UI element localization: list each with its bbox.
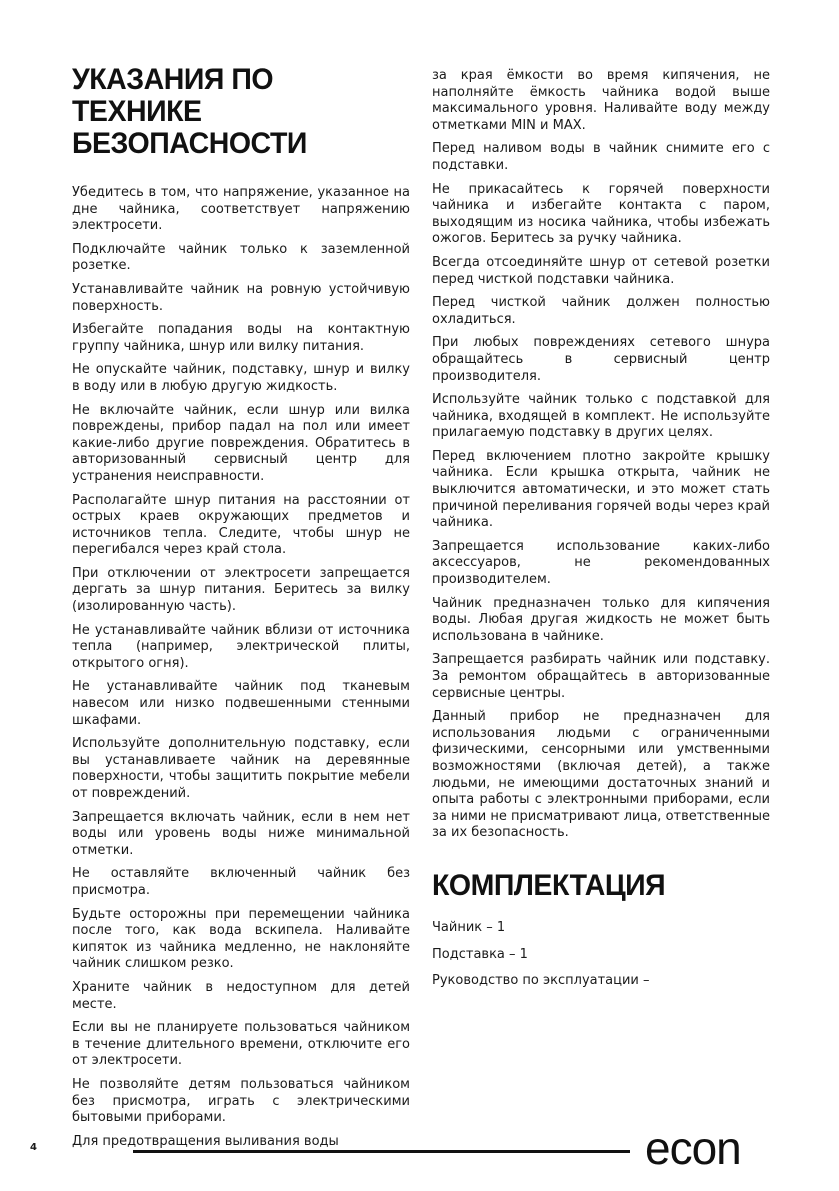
kit-section (432, 870, 770, 990)
right-column (432, 68, 770, 1000)
safety-paragraph: Храните чайник в недоступном для детей месте. (72, 979, 410, 1012)
safety-paragraph: Запрещается включать чайник, если в нем нет воды или уровень воды ниже минимальной отметки. (72, 809, 410, 858)
safety-paragraph: Если вы не планируете пользоваться чайником в течение длительного времени, отключите его от электросети. (72, 1020, 410, 1069)
safety-paragraph: Данный прибор не предназначен для использования людьми с ограниченными физическими, сенсорными или умственными возможностями (включая детей), а также людьми, не имеющими достаточных знаний и опыта работы с электронными приборами, если за ними не присматривают лица, ответственные за их безопасность. (432, 709, 770, 841)
safety-paragraph: Перед включением плотно закройте крышку чайника. Если крышка открыта, чайник не выключится автоматически, и это может стать причиной переливания горячей воды через край чайника. (432, 448, 771, 531)
safety-paragraph: Не позволяйте детям пользоваться чайником без присмотра, играть с электрическими бытовыми приборами. (72, 1076, 410, 1126)
left-column (72, 64, 410, 1157)
safety-paragraph: Чайник предназначен только для кипячения воды. Любая другая жидкость не может быть использована в чайнике. (432, 595, 770, 644)
safety-paragraph: Используйте чайник только с подставкой для чайника, входящей в комплект. Не используйте прилагаемую подставку в других целях. (432, 392, 770, 441)
safety-paragraph: Не включайте чайник, если шнур или вилка повреждены, прибор падал на пол или имеет какие-либо другие повреждения. Обратитесь в авторизованный сервисный центр для устранения неисправности. (72, 402, 410, 484)
econ-logo-icon (645, 1128, 769, 1172)
safety-paragraph: Запрещается использование каких-либо аксессуаров, не рекомендованных производителем. (432, 538, 770, 588)
kit-item: Руководство по эксплуатации – (432, 973, 650, 989)
safety-paragraph: Используйте дополнительную подставку, если вы устанавливаете чайник на деревянные поверхности, чтобы защитить покрытие мебели от повреждений. (72, 736, 410, 801)
safety-paragraph: При любых повреждениях сетевого шнура обращайтесь в сервисный центр производителя. (432, 335, 770, 384)
safety-paragraph: Располагайте шнур питания на расстоянии от острых краев окружающих предметов и источников тепла. Следите, чтобы шнур не перегибался через край стола. (72, 492, 410, 558)
safety-paragraph: При отключении от электросети запрещается дергать за шнур питания. Беритесь за вилку (изолированную часть). (72, 565, 410, 615)
safety-paragraph: Не опускайте чайник, подставку, шнур и вилку в воду или в любую другую жидкость. (72, 362, 410, 394)
safety-paragraph: Будьте осторожны при перемещении чайника после того, как вода вскипела. Наливайте кипяток из чайника медленно, не наклоняйте чайник слишком резко. (72, 906, 410, 972)
kit-item: Чайник – 1 (432, 919, 506, 935)
safety-paragraph: Избегайте попадания воды на контактную группу чайника, шнур или вилку питания. (72, 322, 410, 354)
safety-paragraph: Запрещается разбирать чайник или подставку. За ремонтом обращайтесь в авторизованные сервисные центры. (432, 652, 770, 701)
econ-logo (645, 1128, 769, 1176)
safety-paragraph: Не устанавливайте чайник под тканевым навесом или низко подвешенными стенными шкафами. (72, 679, 410, 728)
safety-paragraphs-left (72, 185, 410, 1150)
safety-paragraph: за края ёмкости во время кипячения, не наполняйте ёмкость чайника водой выше максимального уровня. Наливайте воду между отметками MIN и MAX. (432, 68, 770, 133)
safety-paragraph: Не устанавливайте чайник вблизи от источника тепла (например, электрической плиты, открытого огня). (72, 622, 410, 671)
safety-paragraph: Для предотвращения выливания воды (72, 1133, 339, 1149)
safety-paragraphs-right (432, 68, 770, 842)
safety-paragraph: Не оставляйте включенный чайник без присмотра. (72, 866, 410, 898)
safety-paragraph: Устанавливайте чайник на ровную устойчивую поверхность. (72, 281, 410, 314)
econ-logo-wordmark: econ (645, 1128, 741, 1172)
safety-paragraph: Не прикасайтесь к горячей поверхности чайника и избегайте контакта с паром, выходящим из носика чайника, чтобы избежать ожогов. Беритесь за ручку чайника. (432, 181, 770, 247)
kit-title: КОМПЛЕКТАЦИЯ (432, 868, 666, 902)
kit-list (432, 920, 770, 990)
page-number: 4 (30, 1142, 37, 1153)
safety-title: УКАЗАНИЯ ПО ТЕХНИКЕ БЕЗОПАСНОСТИ (72, 63, 307, 160)
footer-divider (133, 1150, 630, 1153)
safety-paragraph: Подключайте чайник только к заземленной розетке. (72, 241, 410, 274)
safety-paragraph: Всегда отсоединяйте шнур от сетевой розетки перед чисткой подставки чайника. (432, 254, 770, 287)
kit-item: Подставка – 1 (432, 946, 528, 962)
safety-paragraph: Перед чисткой чайник должен полностью охладиться. (432, 295, 770, 327)
safety-paragraph: Убедитесь в том, что напряжение, указанное на дне чайника, соответствует напряжению электросети. (72, 185, 410, 234)
safety-paragraph: Перед наливом воды в чайник снимите его с подставки. (432, 141, 770, 173)
